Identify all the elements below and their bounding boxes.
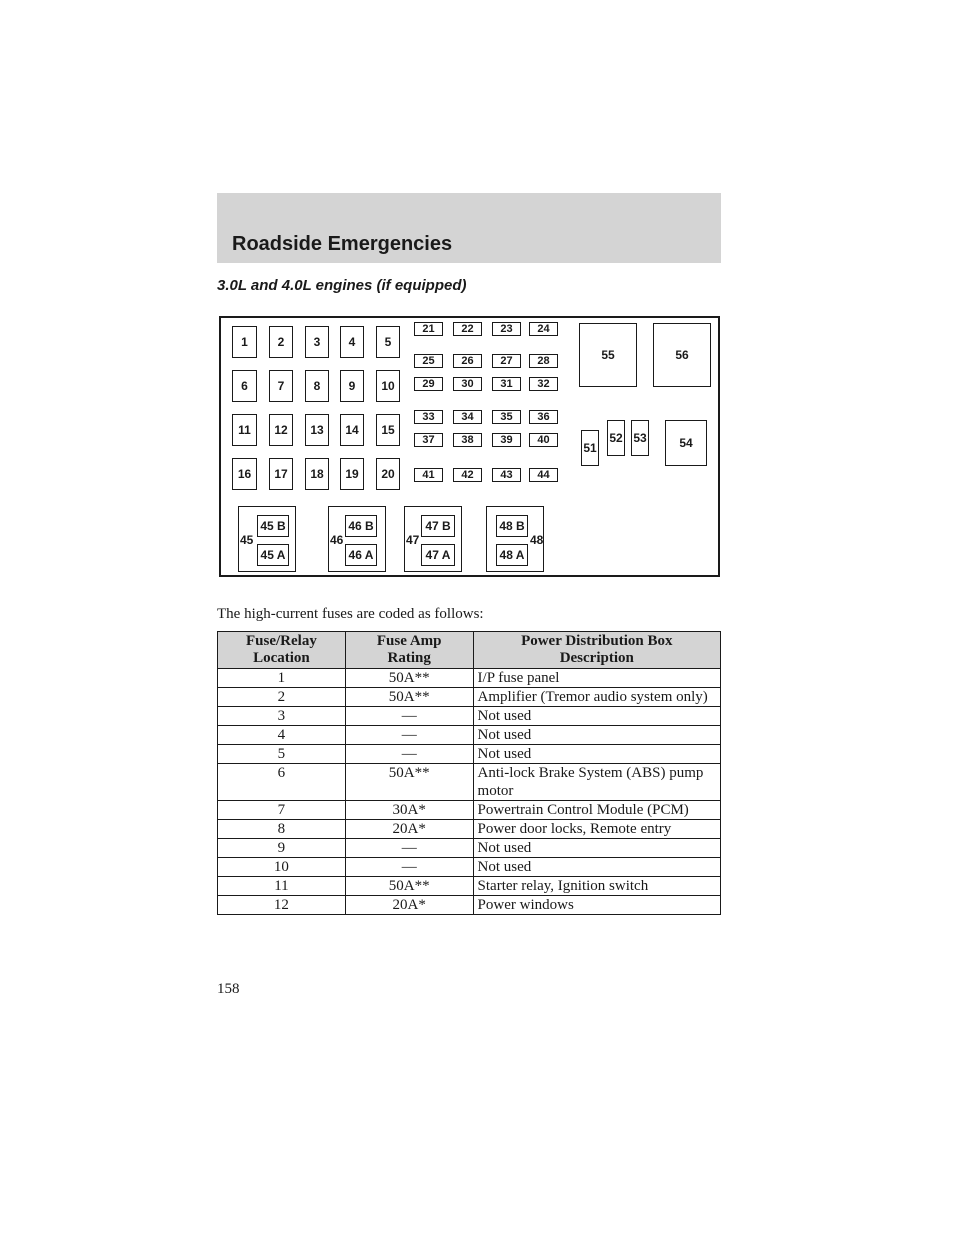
fuse-18: 18 [305, 458, 329, 490]
fuse-20: 20 [376, 458, 400, 490]
relay-slot-48a: 48 A [496, 544, 528, 566]
fuse-24: 24 [529, 322, 558, 336]
fuse-31: 31 [492, 377, 521, 391]
fuse-6: 6 [232, 370, 257, 402]
cell-location: 11 [218, 877, 346, 896]
fuse-7: 7 [269, 370, 293, 402]
table-row [218, 764, 721, 801]
relay-slot-46b: 46 B [345, 515, 377, 537]
fuse-4: 4 [340, 326, 364, 358]
table-row [218, 688, 721, 707]
fuse-53: 53 [631, 420, 649, 456]
cell-rating: 50A** [345, 877, 473, 896]
fuse-3: 3 [305, 326, 329, 358]
fuse-15: 15 [376, 414, 400, 446]
relay-number-45: 45 [240, 533, 254, 547]
fuse-30: 30 [453, 377, 482, 391]
fuse-40: 40 [529, 433, 558, 447]
fuse-43: 43 [492, 468, 521, 482]
table-row [218, 858, 721, 877]
header-location: Fuse/Relay Location [218, 632, 346, 669]
header-band [217, 193, 721, 263]
relay-slot-47a: 47 A [421, 544, 455, 566]
cell-rating: — [345, 707, 473, 726]
fuse-8: 8 [305, 370, 329, 402]
cell-location: 5 [218, 745, 346, 764]
cell-description: Amplifier (Tremor audio system only) [473, 688, 720, 707]
cell-description: Starter relay, Ignition switch [473, 877, 720, 896]
cell-description: Not used [473, 745, 720, 764]
cell-description: Power door locks, Remote entry [473, 820, 720, 839]
cell-rating: — [345, 726, 473, 745]
cell-rating: — [345, 745, 473, 764]
fuse-55: 55 [579, 323, 637, 387]
relay-slot-48b: 48 B [496, 515, 528, 537]
header-rating: Fuse Amp Rating [345, 632, 473, 669]
cell-description: Not used [473, 839, 720, 858]
fuse-27: 27 [492, 354, 521, 368]
relay-slot-45b: 45 B [257, 515, 289, 537]
fuse-11: 11 [232, 414, 257, 446]
fuse-5: 5 [376, 326, 400, 358]
cell-rating: 20A* [345, 896, 473, 915]
fuse-52: 52 [607, 420, 625, 456]
fuse-51: 51 [581, 430, 599, 466]
cell-description: Powertrain Control Module (PCM) [473, 801, 720, 820]
fuse-box-diagram [219, 316, 720, 577]
cell-rating: 30A* [345, 801, 473, 820]
cell-description: Not used [473, 726, 720, 745]
section-title: Roadside Emergencies [232, 233, 453, 255]
fuse-9: 9 [340, 370, 364, 402]
fuse-13: 13 [305, 414, 329, 446]
cell-description: I/P fuse panel [473, 669, 720, 688]
fuse-44: 44 [529, 468, 558, 482]
fuse-14: 14 [340, 414, 364, 446]
fuse-32: 32 [529, 377, 558, 391]
cell-location: 6 [218, 764, 346, 801]
engine-subtitle: 3.0L and 4.0L engines (if equipped) [217, 277, 467, 294]
relay-slot-45a: 45 A [257, 544, 289, 566]
table-row [218, 820, 721, 839]
fuse-17: 17 [269, 458, 293, 490]
fuse-41: 41 [414, 468, 443, 482]
relay-number-47: 47 [406, 533, 420, 547]
cell-rating: — [345, 839, 473, 858]
fuse-10: 10 [376, 370, 400, 402]
cell-description: Not used [473, 858, 720, 877]
fuse-2: 2 [269, 326, 293, 358]
cell-description: Power windows [473, 896, 720, 915]
relay-slot-46a: 46 A [345, 544, 377, 566]
fuse-19: 19 [340, 458, 364, 490]
table-row [218, 669, 721, 688]
cell-location: 7 [218, 801, 346, 820]
cell-location: 4 [218, 726, 346, 745]
cell-description: Anti-lock Brake System (ABS) pump motor [473, 764, 720, 801]
fuse-39: 39 [492, 433, 521, 447]
fuse-34: 34 [453, 410, 482, 424]
cell-rating: 50A** [345, 669, 473, 688]
fuse-23: 23 [492, 322, 521, 336]
cell-location: 9 [218, 839, 346, 858]
cell-rating: — [345, 858, 473, 877]
fuse-1: 1 [232, 326, 257, 358]
cell-location: 12 [218, 896, 346, 915]
table-row [218, 896, 721, 915]
fuse-22: 22 [453, 322, 482, 336]
cell-location: 3 [218, 707, 346, 726]
cell-location: 1 [218, 669, 346, 688]
relay-slot-47b: 47 B [421, 515, 455, 537]
relay-number-46: 46 [330, 533, 344, 547]
cell-description: Not used [473, 707, 720, 726]
fuse-42: 42 [453, 468, 482, 482]
fuse-35: 35 [492, 410, 521, 424]
cell-rating: 20A* [345, 820, 473, 839]
cell-location: 10 [218, 858, 346, 877]
cell-location: 2 [218, 688, 346, 707]
fuse-36: 36 [529, 410, 558, 424]
fuse-56: 56 [653, 323, 711, 387]
intro-text: The high-current fuses are coded as follows: [217, 606, 484, 622]
fuse-29: 29 [414, 377, 443, 391]
table-header-row [218, 632, 721, 669]
fuse-12: 12 [269, 414, 293, 446]
page-number: 158 [217, 981, 240, 997]
table-row [218, 707, 721, 726]
fuse-38: 38 [453, 433, 482, 447]
fuse-table [217, 631, 721, 915]
relay-number-48: 48 [530, 533, 544, 547]
table-row [218, 877, 721, 896]
table-row [218, 801, 721, 820]
fuse-28: 28 [529, 354, 558, 368]
cell-rating: 50A** [345, 764, 473, 801]
table-row [218, 745, 721, 764]
fuse-25: 25 [414, 354, 443, 368]
fuse-54: 54 [665, 420, 707, 466]
cell-rating: 50A** [345, 688, 473, 707]
table-row [218, 726, 721, 745]
cell-location: 8 [218, 820, 346, 839]
table-row [218, 839, 721, 858]
fuse-26: 26 [453, 354, 482, 368]
fuse-33: 33 [414, 410, 443, 424]
header-description: Power Distribution Box Description [473, 632, 720, 669]
fuse-21: 21 [414, 322, 443, 336]
fuse-16: 16 [232, 458, 257, 490]
fuse-37: 37 [414, 433, 443, 447]
